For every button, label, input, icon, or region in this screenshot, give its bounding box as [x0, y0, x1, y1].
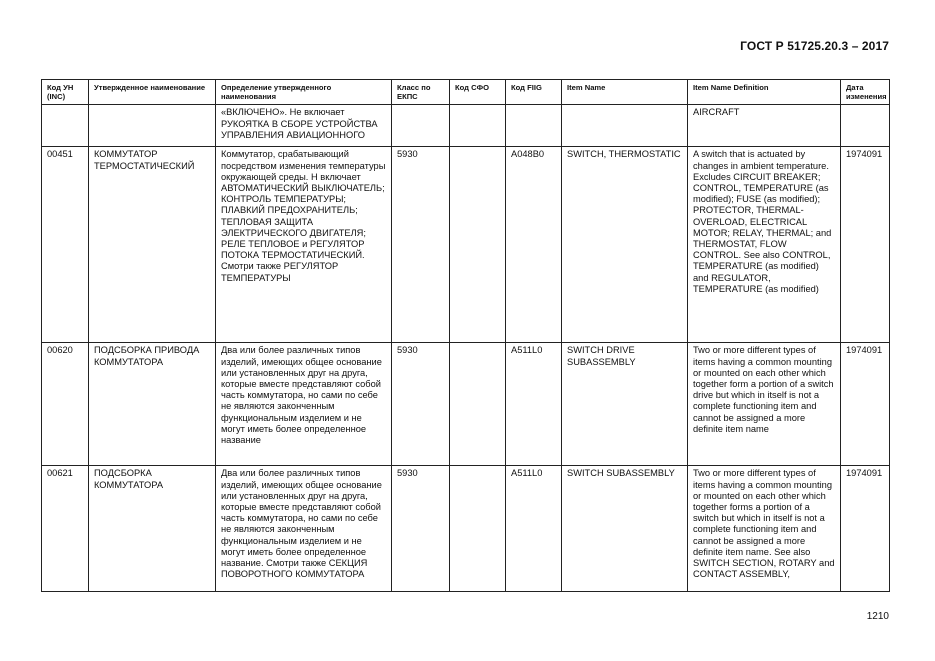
cell-fiig: A048B0 [506, 147, 562, 343]
cell-definition-en: Two or more different types of items having a common mounting or mounted on each other which together form a portion of a switch drive but which in itself is not a complete functioning item and cannot be assigned a more definite item name [688, 343, 841, 466]
cell-definition-ru: Два или более различных типов изделий, имеющих общее основание или установленных друг на друга, которые вместе представляют собой часть коммутатора, но сами по себе не являются законченным функциональным изделием и не могут иметь более определенное название. Смотри также СЕКЦИЯ ПОВОРОТНОГО КОММУТАТОРА [216, 466, 392, 592]
cell-class [392, 105, 450, 147]
cell-sfo [450, 466, 506, 592]
header-item-name-definition: Item Name Definition [688, 80, 841, 105]
cell-inc: 00451 [42, 147, 89, 343]
cell-class: 5930 [392, 466, 450, 592]
table-row [42, 343, 890, 466]
header-approved-name: Утвержденное наименование [89, 80, 216, 105]
header-name-definition: Определение утвержденного наименования [216, 80, 392, 105]
table-row [42, 466, 890, 592]
cell-inc: 00620 [42, 343, 89, 466]
header-fiig: Код FIIG [506, 80, 562, 105]
cell-sfo [450, 343, 506, 466]
standard-designation: ГОСТ Р 51725.20.3 – 2017 [740, 39, 889, 53]
header-inc: Код УН (INC) [42, 80, 89, 105]
cell-fiig [506, 105, 562, 147]
page-number: 1210 [866, 611, 889, 622]
cell-name-ru: КОММУТАТОР ТЕРМОСТАТИЧЕСКИЙ [89, 147, 216, 343]
header-change-date: Дата изменения [841, 80, 890, 105]
cell-item-name: SWITCH, THERMOSTATIC [562, 147, 688, 343]
cell-date: 1974091 [841, 147, 890, 343]
cell-date [841, 105, 890, 147]
header-sfo: Код СФО [450, 80, 506, 105]
header-class: Класс по ЕКПС [392, 80, 450, 105]
cell-definition-en: A switch that is actuated by changes in ambient temperature. Excludes CIRCUIT BREAKER; CONTROL, TEMPERATURE (as modified); FUSE (as modified); PROTECTOR, THERMAL-OVERLOAD, ELECTRICAL MOTOR; RELAY, THERMAL; and THERMOSTAT, FLOW CONTROL. See also CONTROL, TEMPERATURE (as modified) and REGULATOR, TEMPERATURE (as modified) [688, 147, 841, 343]
cell-class: 5930 [392, 147, 450, 343]
table-row [42, 105, 890, 147]
cell-definition-en: AIRCRAFT [688, 105, 841, 147]
cell-item-name: SWITCH SUBASSEMBLY [562, 466, 688, 592]
cell-name-ru: ПОДСБОРКА КОММУТАТОРА [89, 466, 216, 592]
cell-date: 1974091 [841, 343, 890, 466]
cell-definition-ru: Два или более различных типов изделий, имеющих общее основание или установленных друг на друга, которые вместе представляют собой часть коммутатора, но сами по себе не являются законченным функциональным изделием и не могут иметь более определенное название [216, 343, 392, 466]
cell-fiig: A511L0 [506, 466, 562, 592]
cell-definition-ru: Коммутатор, срабатывающий посредством изменения температуры окружающей среды. Н включает АВТОМАТИЧЕСКИЙ ВЫКЛЮЧАТЕЛЬ; КОНТРОЛЬ ТЕМПЕРАТУРЫ; ПЛАВКИЙ ПРЕДОХРАНИТЕЛЬ; ТЕПЛОВАЯ ЗАЩИТА ЭЛЕКТРИЧЕСКОГО ДВИГАТЕЛЯ; РЕЛЕ ТЕПЛОВОЕ и РЕГУЛЯТОР ПОТОКА ТЕРМОСТАТИЧЕСКИЙ. Смотри также РЕГУЛЯТОР ТЕМПЕРАТУРЫ [216, 147, 392, 343]
cell-definition-ru: «ВКЛЮЧЕНО». Не включает РУКОЯТКА В СБОРЕ УСТРОЙСТВА УПРАВЛЕНИЯ АВИАЦИОННОГО [216, 105, 392, 147]
cell-item-name: SWITCH DRIVE SUBASSEMBLY [562, 343, 688, 466]
cell-fiig: A511L0 [506, 343, 562, 466]
cell-class: 5930 [392, 343, 450, 466]
cell-definition-en: Two or more different types of items having a common mounting or mounted on each other which together forms a portion of a switch but which in itself is not a complete functioning item and cannot be assigned a more definite item name. See also SWITCH SECTION, ROTARY and CONTACT ASSEMBLY, [688, 466, 841, 592]
cell-inc [42, 105, 89, 147]
cell-inc: 00621 [42, 466, 89, 592]
cell-date: 1974091 [841, 466, 890, 592]
cell-name-ru: ПОДСБОРКА ПРИВОДА КОММУТАТОРА [89, 343, 216, 466]
cell-item-name [562, 105, 688, 147]
cell-sfo [450, 105, 506, 147]
cell-sfo [450, 147, 506, 343]
table-header-row [42, 80, 890, 105]
header-item-name: Item Name [562, 80, 688, 105]
item-names-table [41, 79, 890, 592]
cell-name-ru [89, 105, 216, 147]
table-row [42, 147, 890, 343]
